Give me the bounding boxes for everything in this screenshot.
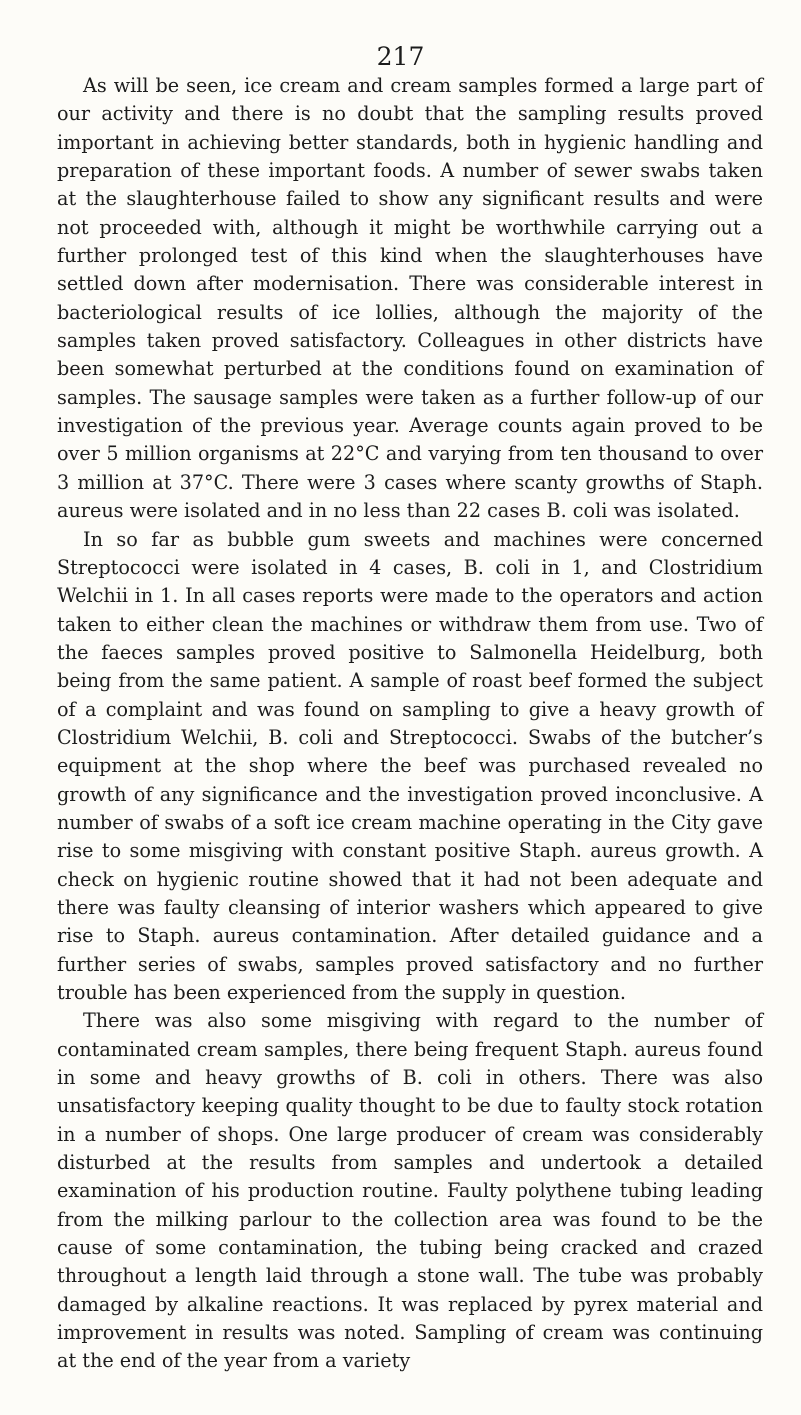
page-number: 217: [376, 42, 425, 71]
paragraph-ice-cream-samples: As will be seen, ice cream and cream samples formed a large part of our activity and there is no doubt that the sampling results proved important in achieving better standards, both in hygienic handling and preparation of these important foods. A number of sewer swabs taken at the slaughterhouse failed to show any significant results and were not proceeded with, although it might be worthwhile carrying out a further prolonged test of this kind when the slaughterhouses have settled down after modernisation. There was considerable interest in bacteriological results of ice lollies, although the majority of the samples taken proved satisfactory. Colleagues in other districts have been somewhat perturbed at the conditions found on examination of samples. The sausage samples were taken as a further follow-up of our investigation of the previous year. Average counts again proved to be over 5 million organisms at 22°C and varying from ten thousand to over 3 million at 37°C. There were 3 cases where scanty growths of Staph. aureus were isolated and in no less than 22 cases B. coli was isolated.: [57, 74, 763, 523]
paragraph-cream-contamination: There was also some misgiving with regard to the number of contaminated cream samples, there being frequent Staph. aureus found in some and heavy growths of B. coli in others. There was also unsatisfactory keeping quality thought to be due to faulty stock rotation in a number of shops. One large producer of cream was considerably disturbed at the results from samples and undertook a detailed examination of his production routine. Faulty polythene tubing leading from the milking parlour to the collection area was found to be the cause of some contamination, the tubing being cracked and crazed throughout a length laid through a stone wall. The tube was probably damaged by alkaline reactions. It was replaced by pyrex material and improvement in results was noted. Sampling of cream was continuing at the end of the year from a variety: [57, 1009, 763, 1373]
body-text: [57, 72, 763, 1376]
paragraph-bubble-gum-machines: In so far as bubble gum sweets and machines were concerned Streptococci were isolated in 4 cases, B. coli in 1, and Clostridium Welchii in 1. In all cases reports were made to the operators and action taken to either clean the machines or withdraw them from use. Two of the faeces samples proved positive to Salmonella Heidelburg, both being from the same patient. A sample of roast beef formed the subject of a complaint and was found on sampling to give a heavy growth of Clostridium Welchii, B. coli and Streptococci. Swabs of the butcher’s equipment at the shop where the beef was purchased revealed no growth of any significance and the investigation proved inconclusive. A number of swabs of a soft ice cream machine operating in the City gave rise to some misgiving with constant positive Staph. aureus growth. A check on hygienic routine showed that it had not been adequate and there was faulty cleansing of interior washers which appeared to give rise to Staph. aureus contamination. After detailed guidance and a further series of swabs, samples proved satisfactory and no further trouble has been experienced from the supply in question.: [57, 527, 763, 1004]
